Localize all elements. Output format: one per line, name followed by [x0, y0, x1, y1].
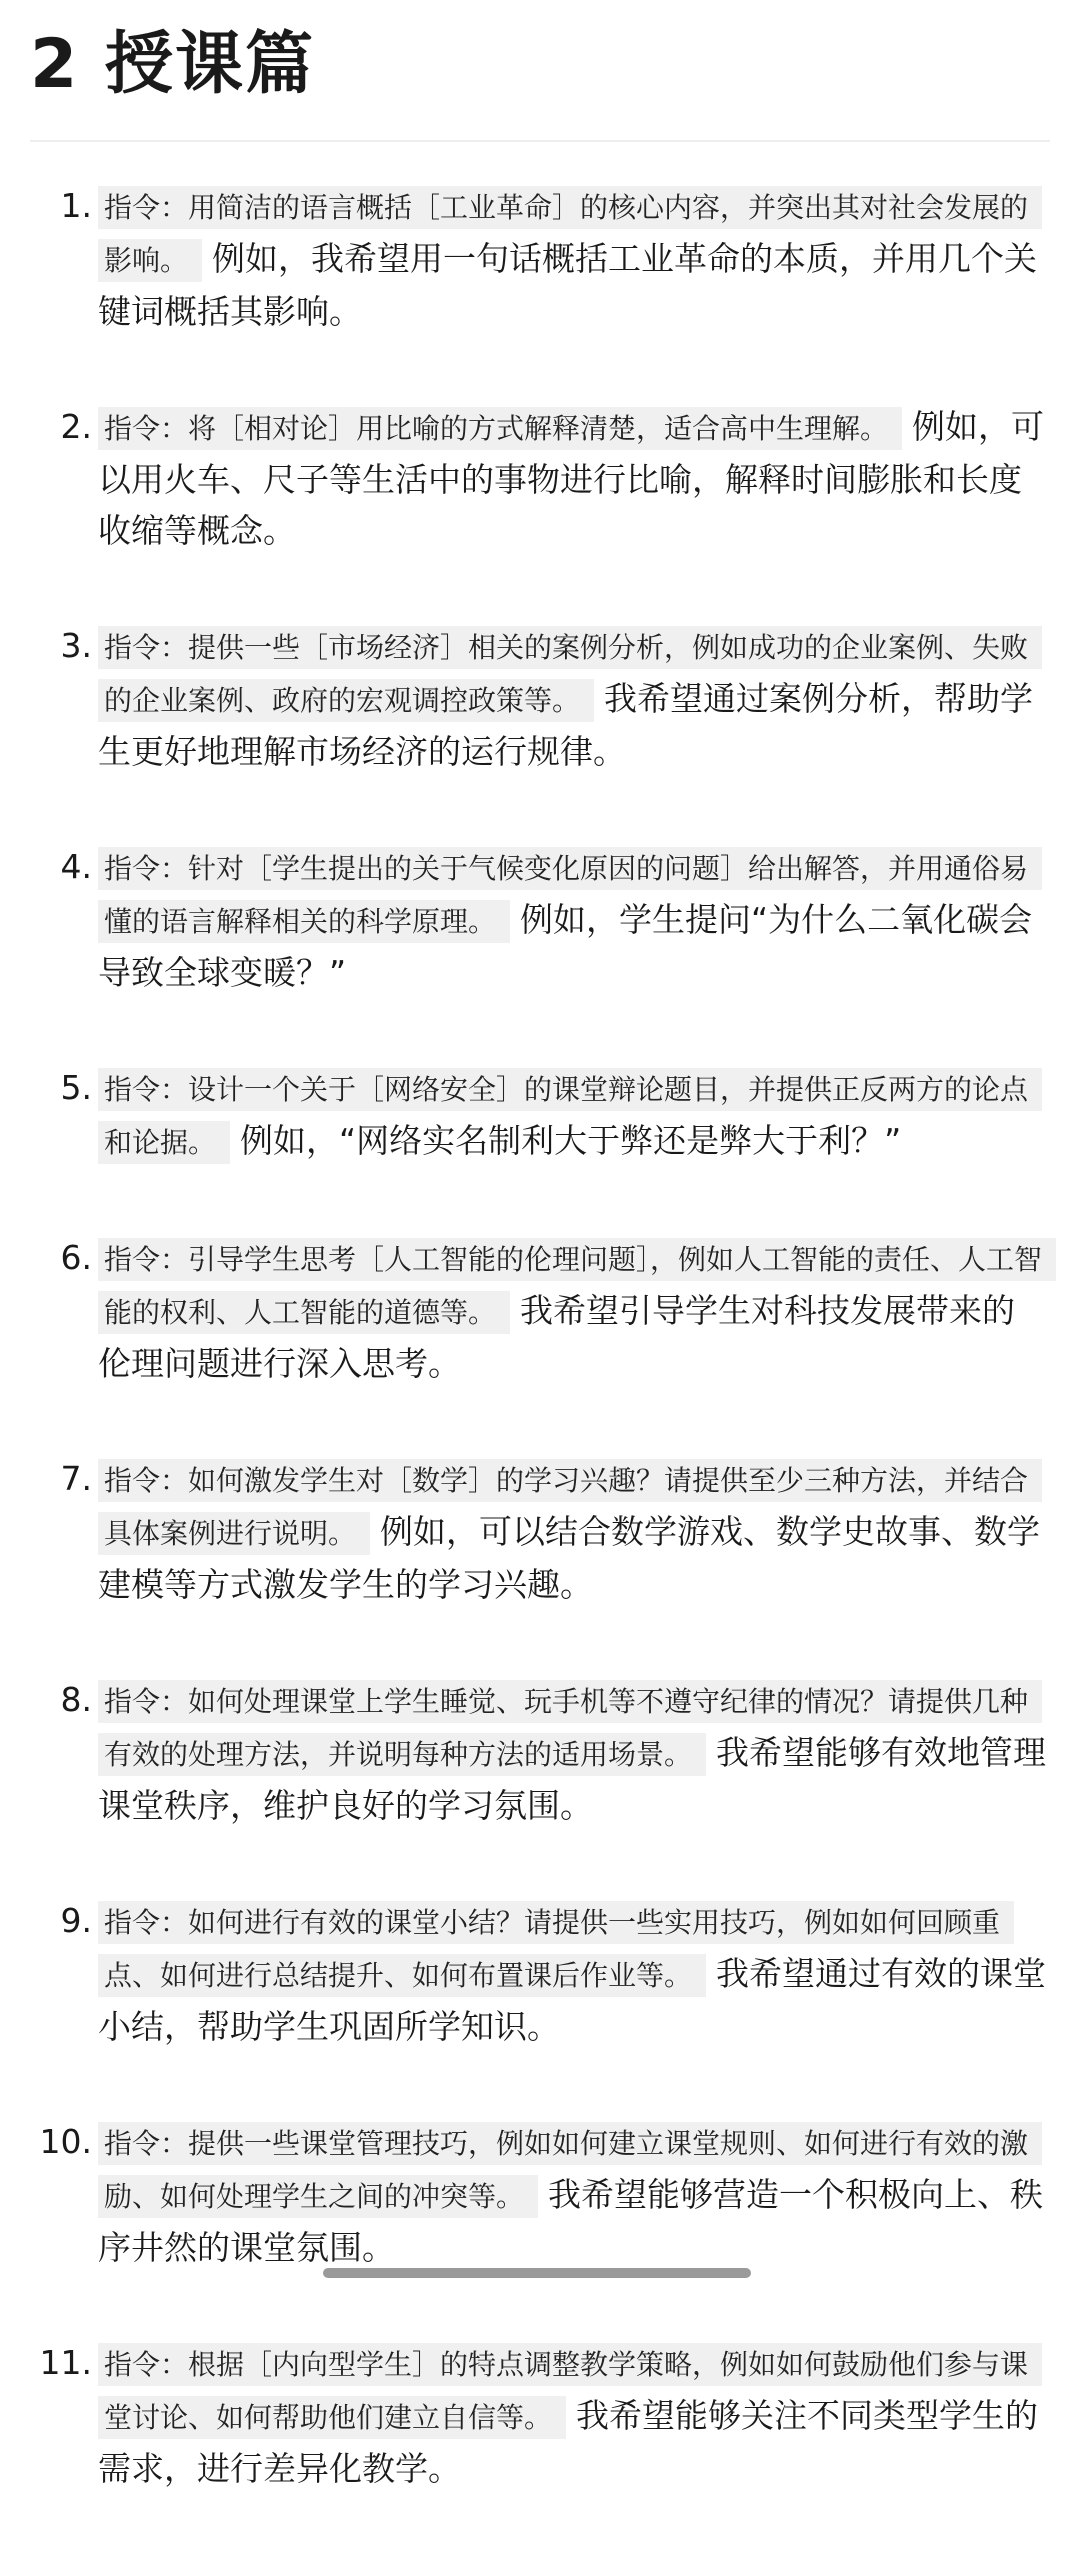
item-number: 8.	[60, 1680, 92, 1719]
description-text: 例如，可以用火车、尺子等生活中的事物进行比喻，解释时间膨胀和长度收缩等概念。	[98, 407, 1045, 550]
description-text: 我希望引导学生对科技发展带来的伦理问题进行深入思考。	[98, 1291, 1016, 1383]
item-number: 11.	[39, 2343, 92, 2382]
instruction-text: 指令：如何处理课堂上学生睡觉、玩手机等不遵守纪律的情况？请提供几种有效的处理方法，并说明每种方法的适用场景。	[98, 1680, 1042, 1776]
instruction-text: 指令：用简洁的语言概括［工业革命］的核心内容，并突出其对社会发展的影响。	[98, 186, 1042, 282]
item-number: 1.	[60, 186, 92, 225]
description-text: 我希望通过有效的课堂小结，帮助学生巩固所学知识。	[98, 1954, 1047, 2046]
item-number: 7.	[60, 1459, 92, 1498]
instruction-text: 指令：如何进行有效的课堂小结？请提供一些实用技巧，例如如何回顾重点、如何进行总结提升、如何布置课后作业等。	[98, 1901, 1014, 1997]
item-number: 5.	[60, 1068, 92, 1107]
item-number: 4.	[60, 847, 92, 886]
item-number: 9.	[60, 1901, 92, 1940]
description-text: 我希望能够有效地管理课堂秩序，维护良好的学习氛围。	[98, 1733, 1047, 1825]
list-item	[0, 1895, 1080, 2052]
list-item	[0, 1674, 1080, 1831]
description-text: 例如，可以结合数学游戏、数学史故事、数学建模等方式激发学生的学习兴趣。	[98, 1512, 1041, 1604]
item-number: 2.	[60, 407, 92, 446]
list-item	[0, 1453, 1080, 1610]
instruction-text: 指令：根据［内向型学生］的特点调整教学策略，例如如何鼓励他们参与课堂讨论、如何帮助他们建立自信等。	[98, 2343, 1042, 2439]
instruction-text: 指令：针对［学生提出的关于气候变化原因的问题］给出解答，并用通俗易懂的语言解释相关的科学原理。	[98, 847, 1042, 943]
description-text: 例如，学生提问“为什么二氧化碳会导致全球变暖？”	[98, 900, 1033, 992]
title-divider	[30, 140, 1050, 142]
instruction-text: 指令：提供一些课堂管理技巧，例如如何建立课堂规则、如何进行有效的激励、如何处理学生之间的冲突等。	[98, 2122, 1042, 2218]
list-item	[0, 180, 1080, 337]
item-number: 3.	[60, 626, 92, 665]
prompt-list	[0, 180, 1080, 2558]
instruction-text: 指令：将［相对论］用比喻的方式解释清楚，适合高中生理解。	[98, 407, 902, 450]
list-item	[0, 2337, 1080, 2494]
list-item	[0, 620, 1080, 777]
instruction-text: 指令：如何激发学生对［数学］的学习兴趣？请提供至少三种方法，并结合具体案例进行说明。	[98, 1459, 1042, 1555]
list-item	[0, 1232, 1080, 1389]
description-text: 例如，我希望用一句话概括工业革命的本质，并用几个关键词概括其影响。	[98, 239, 1038, 331]
instruction-text: 指令：提供一些［市场经济］相关的案例分析，例如成功的企业案例、失败的企业案例、政府的宏观调控政策等。	[98, 626, 1042, 722]
list-item	[0, 2116, 1080, 2273]
list-item	[0, 1062, 1080, 1168]
description-text: 我希望能够营造一个积极向上、秩序井然的课堂氛围。	[98, 2175, 1044, 2267]
instruction-text: 指令：设计一个关于［网络安全］的课堂辩论题目，并提供正反两方的论点和论据。	[98, 1068, 1042, 1164]
home-indicator[interactable]	[323, 2268, 751, 2278]
description-text: 我希望能够关注不同类型学生的需求，进行差异化教学。	[98, 2396, 1039, 2488]
list-item	[0, 401, 1080, 556]
description-text: 我希望通过案例分析，帮助学生更好地理解市场经济的运行规律。	[98, 679, 1034, 771]
instruction-text: 指令：引导学生思考［人工智能的伦理问题］，例如人工智能的责任、人工智能的权利、人工智能的道德等。	[98, 1238, 1056, 1334]
list-item	[0, 841, 1080, 998]
item-number: 6.	[60, 1238, 92, 1277]
item-number: 10.	[39, 2122, 92, 2161]
page-title: 2 授课篇	[30, 25, 315, 104]
description-text: 例如，“网络实名制利大于弊还是弊大于利？”	[240, 1121, 902, 1160]
